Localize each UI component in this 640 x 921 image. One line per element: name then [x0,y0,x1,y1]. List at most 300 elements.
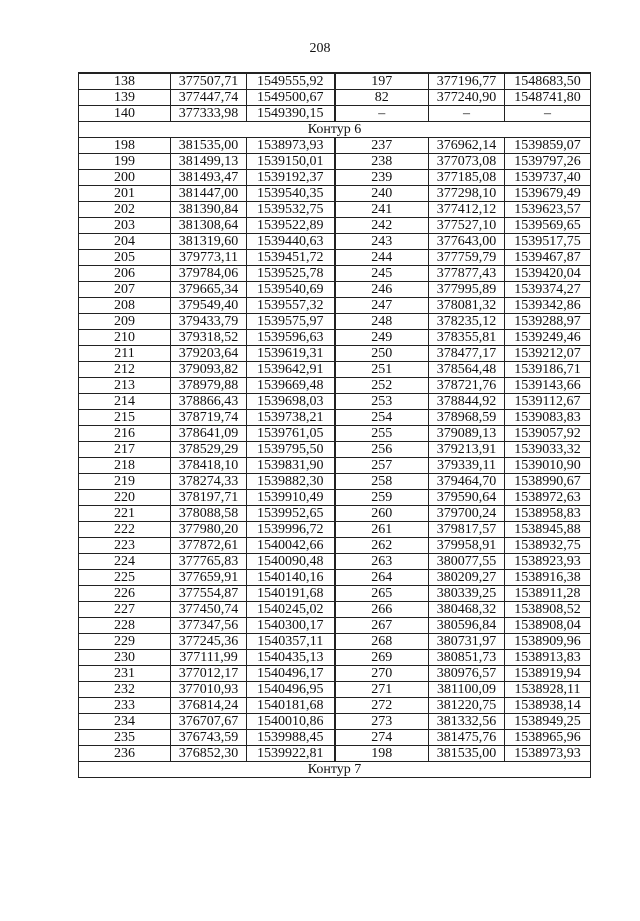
right-point-number: 240 [335,186,429,202]
right-x-coordinate: 378721,76 [429,378,505,394]
right-x-coordinate: 378477,17 [429,346,505,362]
left-y-coordinate: 1539192,37 [247,170,335,186]
contour-6-heading-row [79,122,591,138]
right-y-coordinate: 1538919,94 [505,666,591,682]
right-y-coordinate: 1538949,25 [505,714,591,730]
left-x-coordinate: 376852,30 [171,746,247,762]
left-y-coordinate: 1539831,90 [247,458,335,474]
left-x-coordinate: 379093,82 [171,362,247,378]
right-y-coordinate: 1538928,11 [505,682,591,698]
table-row [79,586,591,602]
right-x-coordinate: 378564,48 [429,362,505,378]
right-y-coordinate: 1539517,75 [505,234,591,250]
right-x-coordinate: 381220,75 [429,698,505,714]
right-point-number: 247 [335,298,429,314]
right-y-coordinate: 1539679,49 [505,186,591,202]
left-y-coordinate: 1540090,48 [247,554,335,570]
left-point-number: 140 [79,106,171,122]
right-point-number: 239 [335,170,429,186]
right-y-coordinate: 1539143,66 [505,378,591,394]
left-y-coordinate: 1538973,93 [247,138,335,154]
left-y-coordinate: 1539698,03 [247,394,335,410]
left-x-coordinate: 376707,67 [171,714,247,730]
left-y-coordinate: 1539669,48 [247,378,335,394]
right-y-coordinate: 1539859,07 [505,138,591,154]
left-y-coordinate: 1540191,68 [247,586,335,602]
right-point-number: 257 [335,458,429,474]
left-y-coordinate: 1539795,50 [247,442,335,458]
left-y-coordinate: 1539910,49 [247,490,335,506]
right-y-coordinate: 1538973,93 [505,746,591,762]
left-point-number: 235 [79,730,171,746]
left-x-coordinate: 377245,36 [171,634,247,650]
left-point-number: 222 [79,522,171,538]
right-x-coordinate: 381475,76 [429,730,505,746]
left-x-coordinate: 377980,20 [171,522,247,538]
left-y-coordinate: 1539738,21 [247,410,335,426]
right-point-number: 251 [335,362,429,378]
left-x-coordinate: 378979,88 [171,378,247,394]
left-point-number: 216 [79,426,171,442]
left-x-coordinate: 377507,71 [171,73,247,90]
right-x-coordinate: 380596,84 [429,618,505,634]
table-row [79,314,591,330]
right-point-number: 264 [335,570,429,586]
right-point-number: 274 [335,730,429,746]
left-x-coordinate: 381390,84 [171,202,247,218]
left-y-coordinate: 1539922,81 [247,746,335,762]
left-point-number: 199 [79,154,171,170]
table-row [79,138,591,154]
left-point-number: 234 [79,714,171,730]
left-y-coordinate: 1539451,72 [247,250,335,266]
left-x-coordinate: 377447,74 [171,90,247,106]
left-y-coordinate: 1540140,16 [247,570,335,586]
right-y-coordinate: 1539010,90 [505,458,591,474]
right-y-coordinate: 1538938,14 [505,698,591,714]
right-point-number: 254 [335,410,429,426]
right-x-coordinate: 381100,09 [429,682,505,698]
right-x-coordinate: 377073,08 [429,154,505,170]
right-point-number: 272 [335,698,429,714]
table-row [79,378,591,394]
left-y-coordinate: 1540357,11 [247,634,335,650]
right-point-number: 258 [335,474,429,490]
table-row [79,474,591,490]
left-y-coordinate: 1539642,91 [247,362,335,378]
left-y-coordinate: 1540300,17 [247,618,335,634]
left-x-coordinate: 378197,71 [171,490,247,506]
left-x-coordinate: 379433,79 [171,314,247,330]
right-point-number: 248 [335,314,429,330]
left-y-coordinate: 1540042,66 [247,538,335,554]
right-x-coordinate: 379464,70 [429,474,505,490]
table-row [79,282,591,298]
right-point-number: 268 [335,634,429,650]
table-row [79,602,591,618]
left-point-number: 233 [79,698,171,714]
left-point-number: 139 [79,90,171,106]
table-row [79,90,591,106]
left-point-number: 203 [79,218,171,234]
left-y-coordinate: 1549390,15 [247,106,335,122]
right-x-coordinate: 380209,27 [429,570,505,586]
left-y-coordinate: 1539532,75 [247,202,335,218]
right-x-coordinate: 377643,00 [429,234,505,250]
left-point-number: 207 [79,282,171,298]
table-row [79,714,591,730]
right-point-number: 255 [335,426,429,442]
left-y-coordinate: 1539882,30 [247,474,335,490]
left-point-number: 202 [79,202,171,218]
left-y-coordinate: 1539988,45 [247,730,335,746]
left-point-number: 201 [79,186,171,202]
table-row [79,522,591,538]
right-x-coordinate: 377240,90 [429,90,505,106]
right-y-coordinate: 1538990,67 [505,474,591,490]
left-x-coordinate: 377347,56 [171,618,247,634]
right-x-coordinate: 377527,10 [429,218,505,234]
left-y-coordinate: 1540435,13 [247,650,335,666]
right-y-coordinate: 1538932,75 [505,538,591,554]
right-y-coordinate: 1539420,04 [505,266,591,282]
table-row [79,538,591,554]
table-row [79,426,591,442]
right-x-coordinate: 379339,11 [429,458,505,474]
right-x-coordinate: 376962,14 [429,138,505,154]
table-row [79,186,591,202]
right-y-coordinate: 1538908,52 [505,602,591,618]
right-x-coordinate: 377759,79 [429,250,505,266]
left-point-number: 236 [79,746,171,762]
left-point-number: 200 [79,170,171,186]
left-point-number: 205 [79,250,171,266]
left-y-coordinate: 1539440,63 [247,234,335,250]
left-y-coordinate: 1539996,72 [247,522,335,538]
right-x-coordinate: 379089,13 [429,426,505,442]
left-y-coordinate: 1539525,78 [247,266,335,282]
table-row [79,490,591,506]
left-point-number: 224 [79,554,171,570]
left-y-coordinate: 1540496,95 [247,682,335,698]
right-x-coordinate: 377196,77 [429,73,505,90]
left-y-coordinate: 1539557,32 [247,298,335,314]
left-x-coordinate: 381535,00 [171,138,247,154]
left-point-number: 225 [79,570,171,586]
right-point-number: 262 [335,538,429,554]
left-x-coordinate: 381319,60 [171,234,247,250]
table-row [79,666,591,682]
left-y-coordinate: 1539540,69 [247,282,335,298]
left-y-coordinate: 1539761,05 [247,426,335,442]
right-y-coordinate: 1539467,87 [505,250,591,266]
table-row [79,234,591,250]
left-y-coordinate: 1540181,68 [247,698,335,714]
right-point-number: 265 [335,586,429,602]
left-point-number: 229 [79,634,171,650]
right-x-coordinate: 378968,59 [429,410,505,426]
left-y-coordinate: 1549500,67 [247,90,335,106]
table-row [79,506,591,522]
page-number: 208 [309,41,331,56]
right-y-coordinate: 1548741,80 [505,90,591,106]
left-point-number: 138 [79,73,171,90]
left-x-coordinate: 379773,11 [171,250,247,266]
left-x-coordinate: 379784,06 [171,266,247,282]
right-y-coordinate: 1539569,65 [505,218,591,234]
left-point-number: 210 [79,330,171,346]
table-row [79,73,591,90]
right-point-number: 256 [335,442,429,458]
left-x-coordinate: 381499,13 [171,154,247,170]
table-row [79,410,591,426]
table-row [79,106,591,122]
right-y-coordinate: 1538909,96 [505,634,591,650]
right-y-coordinate: 1539083,83 [505,410,591,426]
right-point-number: 253 [335,394,429,410]
right-y-coordinate: 1538972,63 [505,490,591,506]
left-point-number: 227 [79,602,171,618]
right-x-coordinate: 378235,12 [429,314,505,330]
right-x-coordinate: 380731,97 [429,634,505,650]
left-point-number: 206 [79,266,171,282]
table-row [79,618,591,634]
right-y-coordinate: 1538958,83 [505,506,591,522]
table-row [79,650,591,666]
right-x-coordinate: 377412,12 [429,202,505,218]
right-point-number: 237 [335,138,429,154]
left-x-coordinate: 378866,43 [171,394,247,410]
right-y-coordinate: 1539212,07 [505,346,591,362]
right-x-coordinate: 379590,64 [429,490,505,506]
contour-6-heading: Контур 6 [79,122,591,138]
right-x-coordinate: 380077,55 [429,554,505,570]
right-point-number: 249 [335,330,429,346]
right-y-coordinate: 1538908,04 [505,618,591,634]
right-x-coordinate: 380468,32 [429,602,505,618]
right-point-number: 197 [335,73,429,90]
right-y-coordinate: 1539342,86 [505,298,591,314]
left-y-coordinate: 1539596,63 [247,330,335,346]
left-x-coordinate: 379665,34 [171,282,247,298]
table-row [79,346,591,362]
contour-7-heading: Контур 7 [79,762,591,778]
table-row [79,266,591,282]
right-x-coordinate: 379958,91 [429,538,505,554]
left-x-coordinate: 379203,64 [171,346,247,362]
right-x-coordinate: 380976,57 [429,666,505,682]
left-x-coordinate: 381493,47 [171,170,247,186]
coordinates-table [78,72,591,778]
right-point-number: 246 [335,282,429,298]
left-point-number: 219 [79,474,171,490]
left-x-coordinate: 376814,24 [171,698,247,714]
table-row [79,634,591,650]
right-point-number: 241 [335,202,429,218]
right-y-coordinate: 1539797,26 [505,154,591,170]
right-x-coordinate: 378355,81 [429,330,505,346]
table-row [79,330,591,346]
left-point-number: 204 [79,234,171,250]
right-y-coordinate: 1538965,96 [505,730,591,746]
right-point-number: 244 [335,250,429,266]
right-point-number: 266 [335,602,429,618]
left-point-number: 214 [79,394,171,410]
right-point-number: 245 [335,266,429,282]
right-y-coordinate: 1539623,57 [505,202,591,218]
right-point-number: – [335,106,429,122]
right-x-coordinate: – [429,106,505,122]
left-point-number: 215 [79,410,171,426]
right-point-number: 243 [335,234,429,250]
table-row [79,730,591,746]
table-row [79,250,591,266]
right-x-coordinate: 379817,57 [429,522,505,538]
left-x-coordinate: 381447,00 [171,186,247,202]
left-x-coordinate: 378641,09 [171,426,247,442]
right-point-number: 250 [335,346,429,362]
right-point-number: 269 [335,650,429,666]
table-row [79,202,591,218]
left-point-number: 212 [79,362,171,378]
right-x-coordinate: 381332,56 [429,714,505,730]
left-point-number: 220 [79,490,171,506]
left-point-number: 211 [79,346,171,362]
right-point-number: 259 [335,490,429,506]
left-point-number: 218 [79,458,171,474]
left-point-number: 232 [79,682,171,698]
table-row [79,698,591,714]
table-row [79,746,591,762]
right-point-number: 82 [335,90,429,106]
right-point-number: 270 [335,666,429,682]
left-y-coordinate: 1539619,31 [247,346,335,362]
left-y-coordinate: 1539952,65 [247,506,335,522]
right-point-number: 252 [335,378,429,394]
right-y-coordinate: 1539374,27 [505,282,591,298]
left-x-coordinate: 379549,40 [171,298,247,314]
table-row [79,154,591,170]
table-row [79,458,591,474]
right-y-coordinate: 1548683,50 [505,73,591,90]
left-x-coordinate: 378418,10 [171,458,247,474]
contour-7-heading-row [79,762,591,778]
left-y-coordinate: 1540496,17 [247,666,335,682]
right-y-coordinate: 1538911,28 [505,586,591,602]
table-row [79,682,591,698]
left-x-coordinate: 377659,91 [171,570,247,586]
right-y-coordinate: 1539737,40 [505,170,591,186]
right-x-coordinate: 377185,08 [429,170,505,186]
right-point-number: 198 [335,746,429,762]
right-y-coordinate: 1539057,92 [505,426,591,442]
right-x-coordinate: 377877,43 [429,266,505,282]
left-x-coordinate: 377450,74 [171,602,247,618]
right-x-coordinate: 378844,92 [429,394,505,410]
right-y-coordinate: 1539249,46 [505,330,591,346]
left-point-number: 217 [79,442,171,458]
coordinates-table-body [79,73,591,778]
right-point-number: 271 [335,682,429,698]
left-point-number: 221 [79,506,171,522]
right-x-coordinate: 380339,25 [429,586,505,602]
left-y-coordinate: 1540245,02 [247,602,335,618]
table-row [79,442,591,458]
left-point-number: 208 [79,298,171,314]
left-x-coordinate: 377554,87 [171,586,247,602]
left-x-coordinate: 377111,99 [171,650,247,666]
left-point-number: 198 [79,138,171,154]
left-point-number: 226 [79,586,171,602]
right-y-coordinate: 1538923,93 [505,554,591,570]
table-row [79,362,591,378]
left-point-number: 213 [79,378,171,394]
right-y-coordinate: 1538916,38 [505,570,591,586]
right-point-number: 260 [335,506,429,522]
left-x-coordinate: 377333,98 [171,106,247,122]
right-y-coordinate: 1539186,71 [505,362,591,378]
left-y-coordinate: 1539575,97 [247,314,335,330]
left-point-number: 230 [79,650,171,666]
left-x-coordinate: 377765,83 [171,554,247,570]
right-x-coordinate: 377995,89 [429,282,505,298]
right-point-number: 261 [335,522,429,538]
left-y-coordinate: 1539540,35 [247,186,335,202]
right-point-number: 238 [335,154,429,170]
right-x-coordinate: 381535,00 [429,746,505,762]
right-y-coordinate: 1539288,97 [505,314,591,330]
left-x-coordinate: 377872,61 [171,538,247,554]
left-x-coordinate: 378529,29 [171,442,247,458]
left-x-coordinate: 378088,58 [171,506,247,522]
right-x-coordinate: 380851,73 [429,650,505,666]
table-row [79,570,591,586]
right-x-coordinate: 377298,10 [429,186,505,202]
table-row [79,554,591,570]
left-y-coordinate: 1540010,86 [247,714,335,730]
right-point-number: 273 [335,714,429,730]
right-y-coordinate: 1538913,83 [505,650,591,666]
right-y-coordinate: 1539033,32 [505,442,591,458]
right-point-number: 263 [335,554,429,570]
left-x-coordinate: 378719,74 [171,410,247,426]
left-x-coordinate: 377010,93 [171,682,247,698]
left-y-coordinate: 1539522,89 [247,218,335,234]
left-point-number: 223 [79,538,171,554]
left-x-coordinate: 376743,59 [171,730,247,746]
right-x-coordinate: 379213,91 [429,442,505,458]
left-x-coordinate: 381308,64 [171,218,247,234]
left-x-coordinate: 377012,17 [171,666,247,682]
right-point-number: 242 [335,218,429,234]
left-y-coordinate: 1539150,01 [247,154,335,170]
table-row [79,394,591,410]
right-x-coordinate: 379700,24 [429,506,505,522]
table-row [79,170,591,186]
right-y-coordinate: 1538945,88 [505,522,591,538]
left-x-coordinate: 378274,33 [171,474,247,490]
right-x-coordinate: 378081,32 [429,298,505,314]
left-point-number: 228 [79,618,171,634]
left-point-number: 231 [79,666,171,682]
table-row [79,218,591,234]
left-point-number: 209 [79,314,171,330]
right-point-number: 267 [335,618,429,634]
right-y-coordinate: – [505,106,591,122]
table-row [79,298,591,314]
left-x-coordinate: 379318,52 [171,330,247,346]
left-y-coordinate: 1549555,92 [247,73,335,90]
